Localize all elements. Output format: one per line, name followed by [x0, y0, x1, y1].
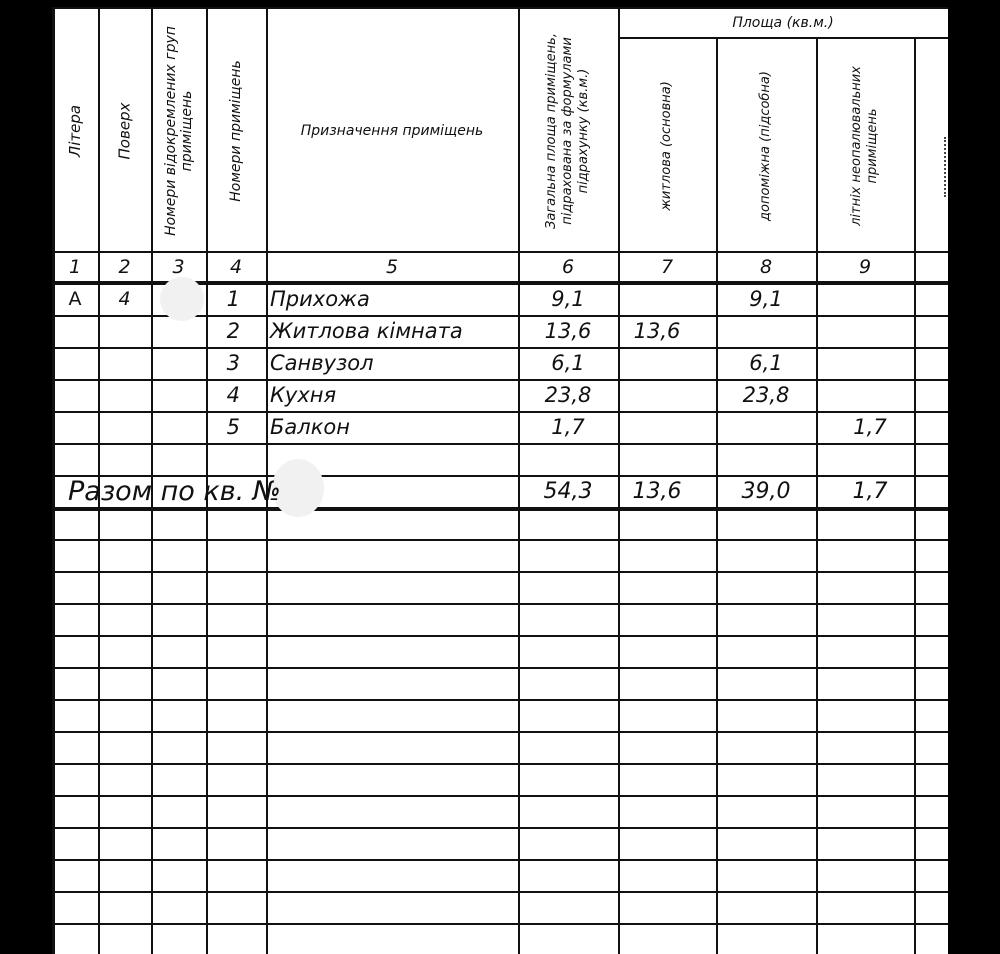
row-floor [98, 347, 151, 379]
row-summer-area [821, 347, 919, 379]
row-litera [52, 347, 98, 379]
total-living: 13,6 [632, 478, 682, 504]
row-room-number: 1 [226, 287, 240, 311]
header-purpose: Призначення приміщень [300, 123, 484, 139]
row-living-area [608, 283, 706, 315]
row-aux-area [716, 315, 816, 347]
redacted-group-number [160, 277, 204, 321]
column-number: 6 [561, 256, 575, 278]
grid-row-line [52, 827, 948, 829]
total-aux: 39,0 [741, 478, 791, 504]
row-total-area: 23,8 [544, 383, 592, 407]
row-room-name: Житлова кімната [270, 319, 463, 343]
row-litera [52, 315, 98, 347]
header-auxiliary: допоміжна (підсобна) [758, 71, 774, 221]
column-number: 3 [172, 256, 185, 278]
header-floor: Поверх [115, 102, 134, 160]
grid-row-line [52, 603, 948, 605]
grid-col-line [816, 37, 818, 954]
row-living-area [608, 379, 706, 411]
row-summer-area [821, 315, 919, 347]
row-room-number: 2 [226, 319, 240, 343]
row-room-name: Прихожа [270, 287, 370, 311]
row-living-area: 13,6 [633, 319, 681, 343]
column-number: 2 [118, 256, 131, 278]
grid-row-line [52, 539, 948, 541]
row-total-area: 13,6 [544, 319, 592, 343]
row-room-name: Балкон [270, 415, 350, 439]
row-aux-area: 6,1 [749, 351, 783, 375]
column-number: 8 [759, 256, 773, 278]
header-cut-off-column [944, 137, 948, 197]
grid-row-line [52, 571, 948, 573]
row-room-number: 3 [226, 351, 240, 375]
header-total-area: Загальна площа приміщень, підрахована за формулами підрахунку (кв.м.) [544, 33, 591, 229]
row-room-name: Кухня [270, 383, 337, 407]
grid-row-line [52, 859, 948, 861]
grid-row-line [52, 667, 948, 669]
row-room-number: 5 [226, 415, 240, 439]
row-summer-area: 1,7 [853, 415, 887, 439]
grid-row-line [52, 635, 948, 637]
total-label: Разом по кв. № [68, 475, 281, 507]
row-living-area [608, 411, 706, 443]
header-area-group: Площа (кв.м.) [732, 15, 834, 31]
row-aux-area: 9,1 [749, 287, 783, 311]
grid-row-line [52, 731, 948, 733]
grid-row-line [52, 891, 948, 893]
row-floor [98, 379, 151, 411]
grid-top-line [52, 7, 948, 9]
row-room-number: 4 [226, 383, 240, 407]
total-area: 54,3 [543, 478, 593, 504]
column-number: 7 [660, 256, 674, 278]
floor-area-table [52, 7, 948, 954]
row-litera: А [68, 288, 82, 310]
column-number: 4 [229, 256, 243, 278]
header-room-numbers: Номери приміщень [228, 60, 244, 202]
grid-row-line [52, 763, 948, 765]
header-litera: Літера [66, 104, 85, 158]
row-summer-area [821, 283, 919, 315]
row-aux-area [716, 411, 816, 443]
grid-row-line [52, 795, 948, 797]
row-total-area: 1,7 [551, 415, 585, 439]
row-floor [98, 411, 151, 443]
grid-area-group-line [618, 37, 948, 39]
total-summer: 1,7 [852, 478, 888, 504]
grid-row-line [52, 923, 948, 925]
row-total-area: 6,1 [551, 351, 585, 375]
row-litera [52, 379, 98, 411]
row-floor [98, 315, 151, 347]
row-living-area [608, 347, 706, 379]
row-litera [52, 411, 98, 443]
row-floor: 4 [118, 288, 131, 310]
grid-row-line [52, 443, 948, 445]
grid-row-line [52, 509, 948, 511]
row-room-name: Санвузол [270, 351, 374, 375]
header-living: житлова (основна) [659, 81, 674, 211]
header-summer: літніх неопалювальних приміщень [849, 66, 880, 226]
row-summer-area [821, 379, 919, 411]
row-aux-area: 23,8 [742, 383, 790, 407]
column-number: 5 [385, 256, 399, 278]
column-number: 9 [858, 256, 872, 278]
grid-row-line [52, 699, 948, 701]
grid-left-line [52, 7, 55, 954]
header-groups: Номери відокремлених груп приміщень [162, 26, 195, 236]
column-number: 1 [68, 256, 82, 278]
row-total-area: 9,1 [551, 287, 585, 311]
